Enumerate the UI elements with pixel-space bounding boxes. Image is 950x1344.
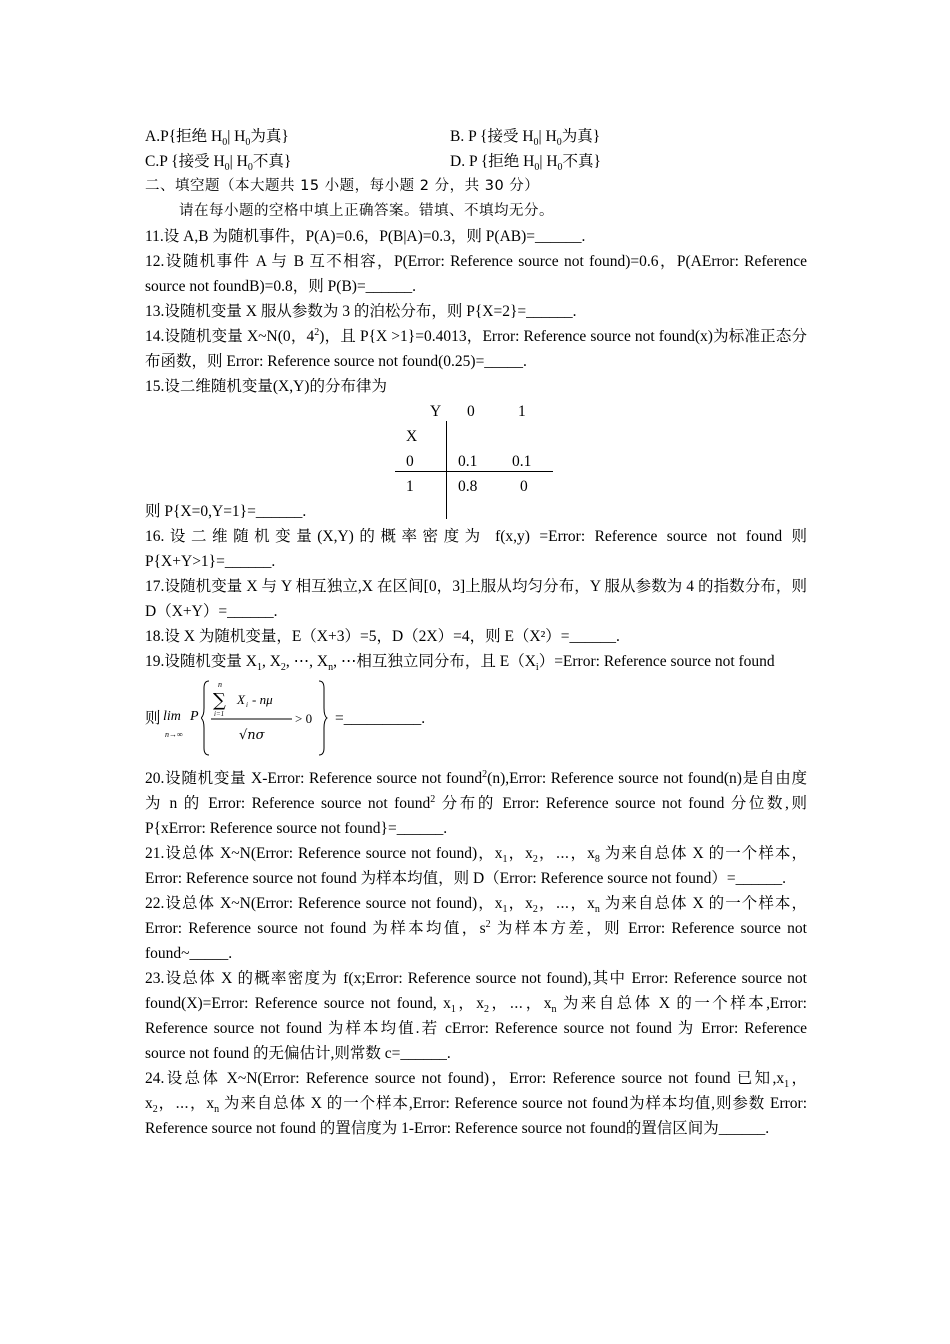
distribution-table xyxy=(145,399,807,499)
sum-top: n xyxy=(218,680,222,689)
formula-lim: lim xyxy=(163,709,181,724)
table-x-value-1: 1 xyxy=(406,478,414,495)
numerator-rest: - nμ xyxy=(252,692,273,707)
table-y-label: Y xyxy=(430,403,442,420)
right-brace xyxy=(319,681,327,755)
question-15-tail: 则 P{X=0,Y=1}=______. xyxy=(145,503,307,520)
section-instruction: 请在每小题的空格中填上正确答案。错填、不填均无分。 xyxy=(179,203,554,219)
formula-graphic xyxy=(201,678,331,758)
question-23: 23.设总体 X 的概率密度为 f(x;Error: Reference source not found),其中 Error: Reference source not found(X)=Error: Reference source not found, $x_1$，$x_2$，⋯，$x_n$ 为来自总体 X 的一个样本,Error: Reference source not found 为样本均值.若 cError: Reference source not found 为 Error: Reference source not found 的无偏估计,则常数 c=______. xyxy=(145,970,807,1062)
options-row-cd xyxy=(145,149,807,174)
greater-than-zero: > 0 xyxy=(295,711,313,726)
question-14: 14.设随机变量 X~N(0，$4^2$)，且 P{X >1}=0.4013，Error: Reference source not found(x)为标准正态分布函数，则 Error: Reference source not found(0.25)=_____. xyxy=(145,326,808,370)
option-c: C.P {接受 $H_0|$ $H_0$不真} xyxy=(145,153,292,174)
formula-p: P xyxy=(190,709,199,724)
formula-lead: 则 xyxy=(145,710,161,727)
question-12: 12.设随机事件 A 与 B 互不相容，P(Error: Reference source not found)=0.6，P(AError: Reference source not foundB)=0.8，则 P(B)=______. xyxy=(145,253,807,295)
table-cell-1-1: 0 xyxy=(520,478,528,495)
option-b: B. P {接受 $H_0|$ $H_0$为真} xyxy=(450,128,601,149)
exam-content xyxy=(145,124,807,1141)
sum-sign: ∑ xyxy=(213,690,226,711)
option-d: D. P {拒绝 $H_0|$ $H_0$不真} xyxy=(450,153,601,174)
sum-bottom: i=1 xyxy=(214,710,225,718)
table-y-value-0: 0 xyxy=(467,403,475,420)
formula-lim-sub: n→∞ xyxy=(165,730,183,739)
question-22: 22.设总体 X~N(Error: Reference source not found)，$x_1$，$x_2$，⋯，$x_n$ 为来自总体 X 的一个样本，Error: Reference source not found 为样本均值，$s^2$ 为样本方差，则 Error: Reference source not found~_____. xyxy=(145,895,807,962)
question-16: 16.设二维随机变量(X,Y)的概率密度为 f(x,y) =Error: Reference source not found 则 P{X+Y>1}=______. xyxy=(145,528,807,570)
denominator: √nσ xyxy=(239,728,265,743)
question-11: 11.设 A,B 为随机事件，P(A)=0.6，P(B|A)=0.3，则 P(AB)=______. xyxy=(145,228,586,245)
left-brace xyxy=(201,681,209,755)
numerator-sub: i xyxy=(246,701,248,709)
table-cell-1-0: 0.8 xyxy=(458,478,478,495)
table-x-label: X xyxy=(406,428,418,445)
options-row-ab xyxy=(145,124,807,149)
question-19: 19.设随机变量 $X_1$, $X_2$, ⋯, $X_n$, ⋯相互独立同分布，且 $E(X_i)=Error$: Reference source not found xyxy=(145,653,775,674)
formula-tail: =__________. xyxy=(335,710,426,727)
clt-formula xyxy=(145,678,807,758)
section-title: 二、填空题（本大题共 15 小题，每小题 2 分，共 30 分） xyxy=(145,178,540,194)
question-18: 18.设 X 为随机变量，E（X+3）=5，D（2X）=4，则 E（X²）=______. xyxy=(145,628,620,645)
question-13: 13.设随机变量 X 服从参数为 3 的泊松分布，则 P{X=2}=______. xyxy=(145,303,577,320)
table-cell-0-0: 0.1 xyxy=(458,453,478,470)
table-vertical-rule xyxy=(446,421,447,519)
table-y-value-1: 1 xyxy=(518,403,526,420)
table-cell-0-1: 0.1 xyxy=(512,453,532,470)
table-x-value-0: 0 xyxy=(406,453,414,470)
question-17: 17.设随机变量 X 与 Y 相互独立,X 在区间[0，3]上服从均匀分布，Y 服从参数为 4 的指数分布，则 D（X+Y）=______. xyxy=(145,578,807,620)
table-horizontal-rule xyxy=(395,471,553,472)
question-15-intro: 15.设二维随机变量(X,Y)的分布律为 xyxy=(145,378,387,395)
question-24: 24.设总体 X~N(Error: Reference source not found)，Error: Reference source not found 已知$,x_1$，$x_2$，⋯，$x_n$ 为来自总体 X 的一个样本,Error: Reference source not found为样本均值,则参数 Error: Reference source not found 的置信度为 1-Error: Reference source not found的置信区间为______. xyxy=(145,1070,807,1137)
option-a: A.P{拒绝 $H_0|$ $H_0$为真} xyxy=(145,128,289,149)
question-21: 21.设总体 X~N(Error: Reference source not found)，$x_1$，$x_2$，⋯，$x_8$ 为来自总体 X 的一个样本，Error: Reference source not found 为样本均值，则 D（Error: Reference source not found）=______. xyxy=(145,845,807,887)
numerator-x: X xyxy=(237,692,245,707)
question-20: 20.设随机变量 X-Error: Reference source not found$^2$(n),Error: Reference source not found(n)是自由度为 n 的 Error: Reference source not found$^2$ 分布的 Error: Reference source not found 分位数,则 P{xError: Reference source not found}=______. xyxy=(145,768,807,837)
